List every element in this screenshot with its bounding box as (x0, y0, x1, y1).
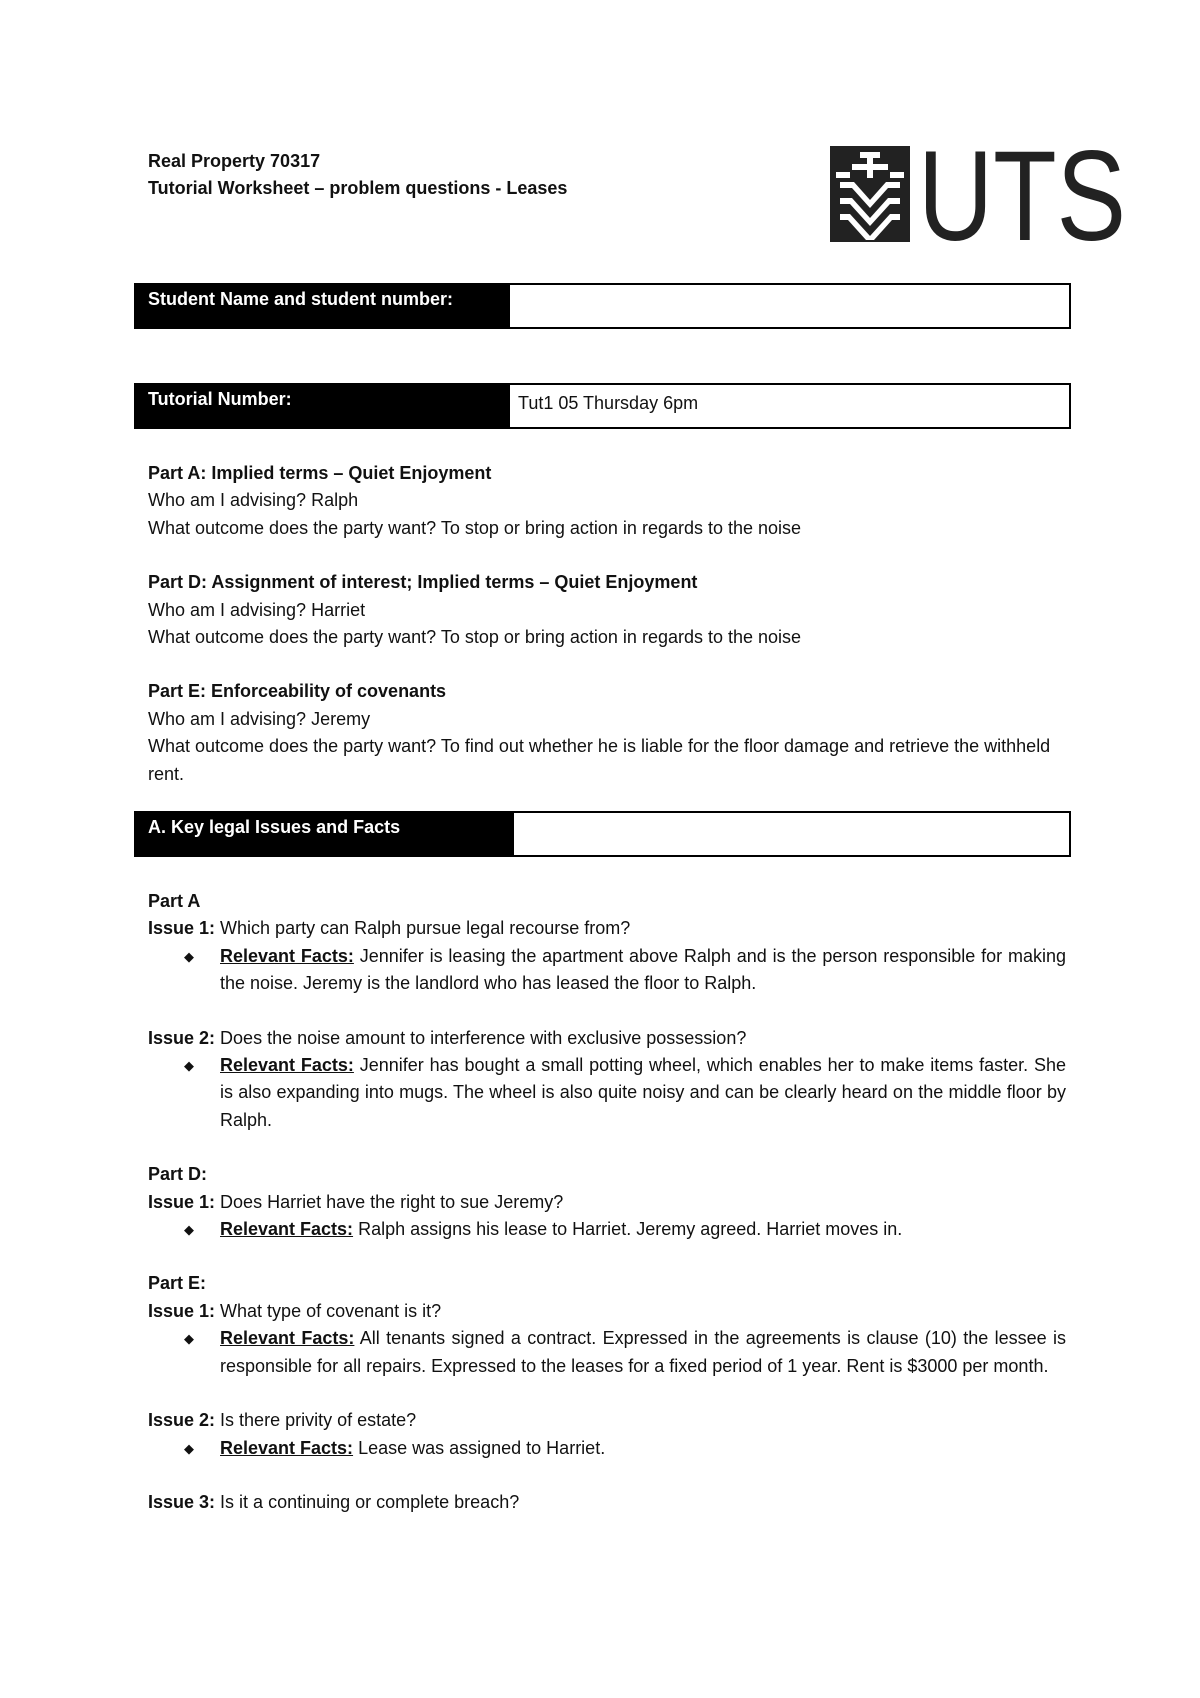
bullet-icon: ◆ (184, 1058, 194, 1074)
tutorial-number-row (134, 383, 1071, 429)
relevant-facts-label: Relevant Facts: (220, 1328, 355, 1349)
issue-row (148, 1189, 1066, 1216)
student-name-label: Student Name and student number: (134, 283, 508, 329)
part-a-heading: Part A: Implied terms – Quiet Enjoyment (148, 463, 492, 483)
issue-text: Is it a continuing or complete breach? (215, 1491, 520, 1512)
issue-text: Does Harriet have the right to sue Jeremy? (215, 1191, 564, 1212)
issue-label: Issue 2: (148, 1027, 216, 1048)
worksheet-subtitle: Tutorial Worksheet – problem questions - Leases (148, 178, 568, 198)
key-issues-label: A. Key legal Issues and Facts (134, 811, 512, 857)
uts-crest-icon (830, 146, 910, 242)
relevant-facts-label: Relevant Facts: (220, 1055, 354, 1076)
part-a-outcome: What outcome does the party want? To stop or bring action in regards to the noise (148, 517, 802, 538)
relevant-facts-label: Relevant Facts: (220, 1219, 354, 1240)
issue-label: Issue 1: (148, 1191, 216, 1212)
relevant-facts-text: All tenants signed a contract. Expressed in the agreements is clause (10) the lessee is responsible for all repairs. Expressed to the leases for a fixed period of 1 year. Rent is $3000 per month. (220, 1328, 1066, 1376)
part-d-outcome: What outcome does the party want? To stop or bring action in regards to the noise (148, 627, 802, 648)
tutorial-number-label: Tutorial Number: (134, 383, 508, 429)
part-e-heading: Part E: Enforceability of covenants (148, 681, 447, 702)
parts-summary (148, 460, 1066, 788)
relevant-facts-item (148, 1052, 1066, 1134)
issue-row (148, 1489, 1066, 1516)
issue-label: Issue 2: (148, 1410, 216, 1431)
bullet-icon: ◆ (184, 948, 194, 964)
uts-logo (830, 125, 1128, 268)
course-title: Real Property 70317 (148, 151, 321, 171)
bullet-icon: ◆ (184, 1440, 194, 1456)
issue-row (148, 1407, 1066, 1434)
part-e-advising: Who am I advising? Jeremy (148, 708, 371, 729)
issue-text: What type of covenant is it? (215, 1300, 442, 1321)
relevant-facts-text: Lease was assigned to Harriet. (353, 1437, 606, 1458)
issue-label: Issue 1: (148, 1300, 216, 1321)
issue-text: Is there privity of estate? (215, 1410, 417, 1431)
issues-list (148, 888, 1066, 1516)
document-header (148, 148, 567, 202)
tutorial-number-field[interactable]: Tut1 05 Thursday 6pm (508, 383, 1071, 429)
issue-row (148, 1298, 1066, 1325)
uts-logo-text: UTS (918, 125, 1126, 268)
relevant-facts-label: Relevant Facts: (220, 945, 354, 966)
issue-row (148, 1025, 1066, 1052)
issue-text: Which party can Ralph pursue legal recourse from? (215, 918, 631, 939)
issue-text: Does the noise amount to interference with exclusive possession? (215, 1027, 747, 1048)
key-issues-field[interactable] (512, 811, 1071, 857)
issue-label: Issue 1: (148, 918, 216, 939)
relevant-facts-item (148, 1325, 1066, 1380)
key-issues-row (134, 811, 1071, 857)
part-a-advising: Who am I advising? Ralph (148, 490, 359, 511)
part-e-outcome: What outcome does the party want? To find out whether he is liable for the floor damage and retrieve the withheld rent. (148, 736, 1051, 784)
issues-part-e-title: Part E: (148, 1273, 207, 1294)
relevant-facts-item (148, 1216, 1066, 1243)
issue-label: Issue 3: (148, 1491, 216, 1512)
issues-part-d-title: Part D: (148, 1164, 208, 1185)
relevant-facts-item (148, 943, 1066, 998)
bullet-icon: ◆ (184, 1222, 194, 1238)
issue-row (148, 915, 1066, 942)
relevant-facts-text: Jennifer is leasing the apartment above Ralph and is the person responsible for making the noise. Jeremy is the landlord who has leased the floor to Ralph. (220, 945, 1066, 994)
relevant-facts-text: Ralph assigns his lease to Harriet. Jeremy agreed. Harriet moves in. (353, 1219, 903, 1240)
relevant-facts-text: Jennifer has bought a small potting wheel, which enables her to make items faster. She is also expanding into mugs. The wheel is also quite noisy and can be clearly heard on the middle floor by Ralph. (220, 1055, 1066, 1130)
relevant-facts-label: Relevant Facts: (220, 1437, 354, 1458)
student-name-row (134, 283, 1071, 329)
part-d-advising: Who am I advising? Harriet (148, 599, 366, 620)
issues-part-a-title: Part A (148, 891, 201, 911)
part-d-heading: Part D: Assignment of interest; Implied terms – Quiet Enjoyment (148, 572, 698, 593)
bullet-icon: ◆ (184, 1331, 194, 1347)
student-name-field[interactable] (508, 283, 1071, 329)
relevant-facts-item (148, 1435, 1066, 1462)
